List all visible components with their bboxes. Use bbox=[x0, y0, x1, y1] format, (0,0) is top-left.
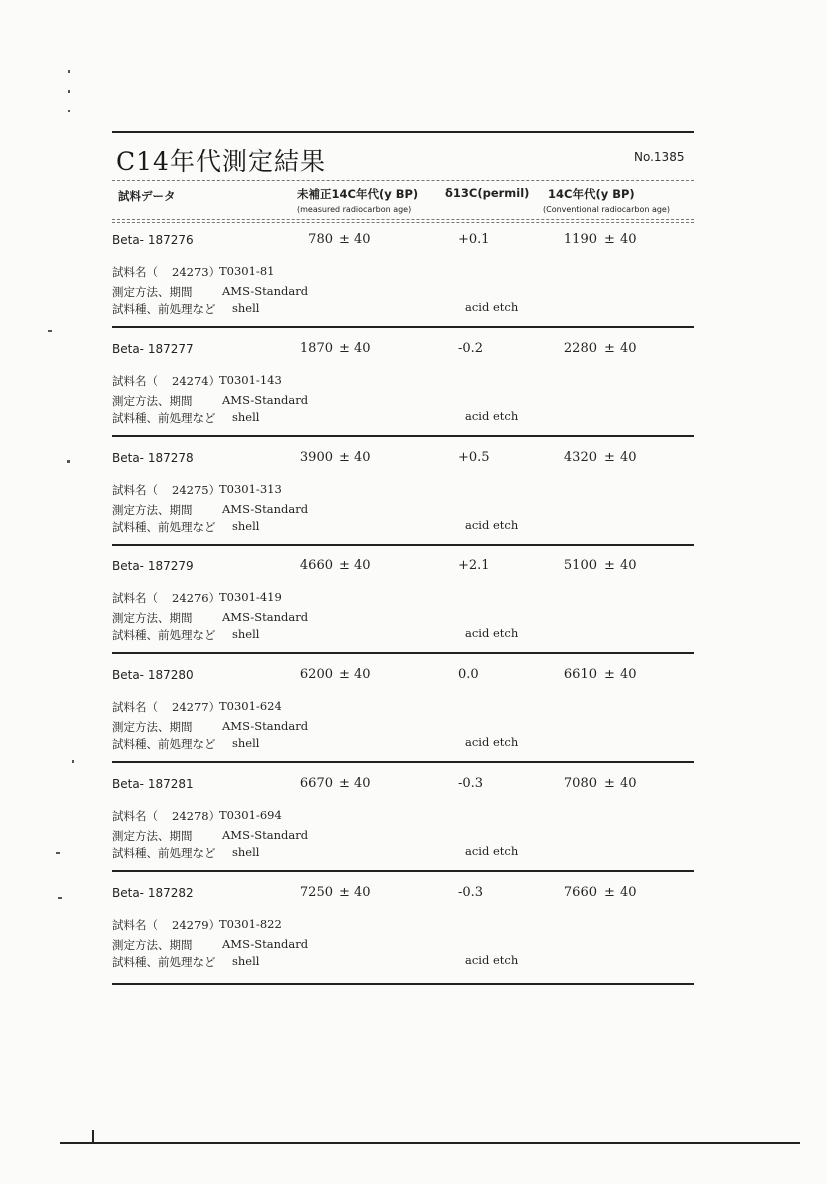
sample-record bbox=[0, 338, 827, 447]
plus-minus-symbol: ± bbox=[604, 885, 615, 900]
bottom-rule bbox=[112, 983, 694, 985]
delta-13c: +0.5 bbox=[458, 450, 490, 465]
scan-mark bbox=[58, 897, 62, 899]
method-value: AMS-Standard bbox=[222, 719, 309, 733]
scan-mark bbox=[48, 330, 52, 332]
material-value: shell bbox=[232, 954, 260, 968]
conventional-age: 4320 bbox=[563, 450, 597, 465]
pretreatment-value: acid etch bbox=[465, 518, 519, 532]
conventional-error: 40 bbox=[620, 667, 637, 682]
method-label: 測定方法、期間 bbox=[112, 611, 193, 625]
delta-13c: -0.2 bbox=[458, 341, 484, 356]
method-label: 測定方法、期間 bbox=[112, 720, 193, 734]
measured-error: 40 bbox=[354, 450, 371, 465]
beta-id: Beta- 187277 bbox=[112, 342, 194, 356]
method-label: 測定方法、期間 bbox=[112, 829, 193, 843]
material-label: 試料種、前処理など bbox=[112, 520, 216, 534]
sample-name-label: 試料名（ bbox=[112, 483, 158, 497]
conventional-error: 40 bbox=[620, 232, 637, 247]
sample-record bbox=[0, 555, 827, 664]
material-value: shell bbox=[232, 736, 260, 750]
sample-number: 24279） bbox=[172, 918, 221, 932]
beta-id: Beta- 187282 bbox=[112, 886, 194, 900]
material-label: 試料種、前処理など bbox=[112, 628, 216, 642]
conventional-age: 2280 bbox=[563, 341, 597, 356]
method-value: AMS-Standard bbox=[222, 502, 309, 516]
plus-minus-symbol: ± bbox=[339, 558, 350, 573]
sample-record bbox=[0, 882, 827, 991]
material-label: 試料種、前処理など bbox=[112, 411, 216, 425]
material-value: shell bbox=[232, 519, 260, 533]
sample-name-label: 試料名（ bbox=[112, 265, 158, 279]
pretreatment-value: acid etch bbox=[465, 953, 519, 967]
measured-age: 6200 bbox=[299, 667, 333, 682]
scan-mark bbox=[68, 70, 70, 73]
measured-age: 780 bbox=[308, 232, 333, 247]
material-value: shell bbox=[232, 627, 260, 641]
sample-number: 24274） bbox=[172, 374, 221, 388]
sample-divider bbox=[112, 761, 694, 763]
sample-code: T0301-81 bbox=[219, 264, 275, 278]
sample-code: T0301-694 bbox=[219, 808, 282, 822]
sample-record bbox=[0, 664, 827, 773]
sample-name-label: 試料名（ bbox=[112, 918, 158, 932]
column-header-delta: δ13C(permil) bbox=[445, 186, 530, 200]
plus-minus-symbol: ± bbox=[339, 341, 350, 356]
sample-divider bbox=[112, 652, 694, 654]
delta-13c: -0.3 bbox=[458, 776, 484, 791]
measured-error: 40 bbox=[354, 667, 371, 682]
plus-minus-symbol: ± bbox=[604, 776, 615, 791]
sample-name-label: 試料名（ bbox=[112, 591, 158, 605]
sample-number: 24275） bbox=[172, 483, 221, 497]
sample-divider bbox=[112, 326, 694, 328]
sample-name-label: 試料名（ bbox=[112, 374, 158, 388]
top-rule bbox=[112, 131, 694, 133]
header-bottom-divider bbox=[112, 219, 694, 220]
conventional-age: 7660 bbox=[563, 885, 597, 900]
scan-mark bbox=[72, 760, 74, 763]
conventional-age: 7080 bbox=[563, 776, 597, 791]
plus-minus-symbol: ± bbox=[604, 558, 615, 573]
method-label: 測定方法、期間 bbox=[112, 394, 193, 408]
plus-minus-symbol: ± bbox=[339, 450, 350, 465]
header-bottom-divider-2 bbox=[112, 222, 694, 223]
material-label: 試料種、前処理など bbox=[112, 737, 216, 751]
sample-name-label: 試料名（ bbox=[112, 809, 158, 823]
scan-mark bbox=[68, 90, 70, 93]
measured-age: 4660 bbox=[299, 558, 333, 573]
sample-code: T0301-313 bbox=[219, 482, 282, 496]
conventional-error: 40 bbox=[620, 558, 637, 573]
material-value: shell bbox=[232, 845, 260, 859]
material-label: 試料種、前処理など bbox=[112, 955, 216, 969]
sample-divider bbox=[112, 870, 694, 872]
measured-age: 3900 bbox=[299, 450, 333, 465]
delta-13c: +2.1 bbox=[458, 558, 490, 573]
column-header-sample: 試料データ bbox=[118, 189, 176, 203]
measured-error: 40 bbox=[354, 776, 371, 791]
sample-code: T0301-624 bbox=[219, 699, 282, 713]
scan-mark bbox=[56, 852, 60, 854]
conventional-error: 40 bbox=[620, 885, 637, 900]
measured-age: 7250 bbox=[299, 885, 333, 900]
sample-record bbox=[0, 229, 827, 338]
plus-minus-symbol: ± bbox=[604, 341, 615, 356]
conventional-error: 40 bbox=[620, 341, 637, 356]
measured-age: 1870 bbox=[299, 341, 333, 356]
plus-minus-symbol: ± bbox=[604, 450, 615, 465]
sample-code: T0301-822 bbox=[219, 917, 282, 931]
delta-13c: +0.1 bbox=[458, 232, 490, 247]
beta-id: Beta- 187280 bbox=[112, 668, 194, 682]
plus-minus-symbol: ± bbox=[339, 776, 350, 791]
sample-number: 24278） bbox=[172, 809, 221, 823]
method-value: AMS-Standard bbox=[222, 937, 309, 951]
sample-code: T0301-143 bbox=[219, 373, 282, 387]
plus-minus-symbol: ± bbox=[339, 885, 350, 900]
measured-error: 40 bbox=[354, 232, 371, 247]
pretreatment-value: acid etch bbox=[465, 300, 519, 314]
column-header-measured: 未補正14C年代(y BP) bbox=[297, 187, 419, 201]
conventional-age: 6610 bbox=[563, 667, 597, 682]
plus-minus-symbol: ± bbox=[339, 232, 350, 247]
column-header-conventional: 14C年代(y BP) bbox=[548, 187, 635, 201]
plus-minus-symbol: ± bbox=[339, 667, 350, 682]
beta-id: Beta- 187281 bbox=[112, 777, 194, 791]
material-label: 試料種、前処理など bbox=[112, 846, 216, 860]
conventional-error: 40 bbox=[620, 776, 637, 791]
page-title: C14年代測定結果 bbox=[116, 147, 326, 176]
method-label: 測定方法、期間 bbox=[112, 285, 193, 299]
pretreatment-value: acid etch bbox=[465, 409, 519, 423]
beta-id: Beta- 187278 bbox=[112, 451, 194, 465]
conventional-age: 1190 bbox=[563, 232, 597, 247]
plus-minus-symbol: ± bbox=[604, 232, 615, 247]
beta-id: Beta- 187279 bbox=[112, 559, 194, 573]
pretreatment-value: acid etch bbox=[465, 626, 519, 640]
pretreatment-value: acid etch bbox=[465, 735, 519, 749]
conventional-error: 40 bbox=[620, 450, 637, 465]
sample-code: T0301-419 bbox=[219, 590, 282, 604]
method-label: 測定方法、期間 bbox=[112, 938, 193, 952]
sample-number: 24276） bbox=[172, 591, 221, 605]
method-label: 測定方法、期間 bbox=[112, 503, 193, 517]
material-value: shell bbox=[232, 301, 260, 315]
delta-13c: 0.0 bbox=[458, 667, 479, 682]
method-value: AMS-Standard bbox=[222, 610, 309, 624]
material-value: shell bbox=[232, 410, 260, 424]
pretreatment-value: acid etch bbox=[465, 844, 519, 858]
sample-record bbox=[0, 447, 827, 556]
measured-age: 6670 bbox=[299, 776, 333, 791]
document-number: No.1385 bbox=[634, 150, 685, 164]
sample-divider bbox=[112, 544, 694, 546]
scan-mark bbox=[68, 110, 70, 112]
beta-id: Beta- 187276 bbox=[112, 233, 194, 247]
method-value: AMS-Standard bbox=[222, 284, 309, 298]
sample-divider bbox=[112, 435, 694, 437]
conventional-age: 5100 bbox=[563, 558, 597, 573]
method-value: AMS-Standard bbox=[222, 828, 309, 842]
footer-mark bbox=[92, 1130, 94, 1144]
sample-number: 24273） bbox=[172, 265, 221, 279]
measured-error: 40 bbox=[354, 558, 371, 573]
measured-error: 40 bbox=[354, 885, 371, 900]
sample-name-label: 試料名（ bbox=[112, 700, 158, 714]
scan-mark bbox=[67, 460, 70, 463]
column-header-measured-sub: (measured radiocarbon age) bbox=[297, 205, 412, 214]
sample-number: 24277） bbox=[172, 700, 221, 714]
plus-minus-symbol: ± bbox=[604, 667, 615, 682]
delta-13c: -0.3 bbox=[458, 885, 484, 900]
method-value: AMS-Standard bbox=[222, 393, 309, 407]
sample-record bbox=[0, 773, 827, 882]
measured-error: 40 bbox=[354, 341, 371, 356]
material-label: 試料種、前処理など bbox=[112, 302, 216, 316]
header-top-divider bbox=[112, 180, 694, 181]
column-header-conventional-sub: (Conventional radiocarbon age) bbox=[543, 205, 670, 214]
footer-rule bbox=[60, 1142, 800, 1144]
